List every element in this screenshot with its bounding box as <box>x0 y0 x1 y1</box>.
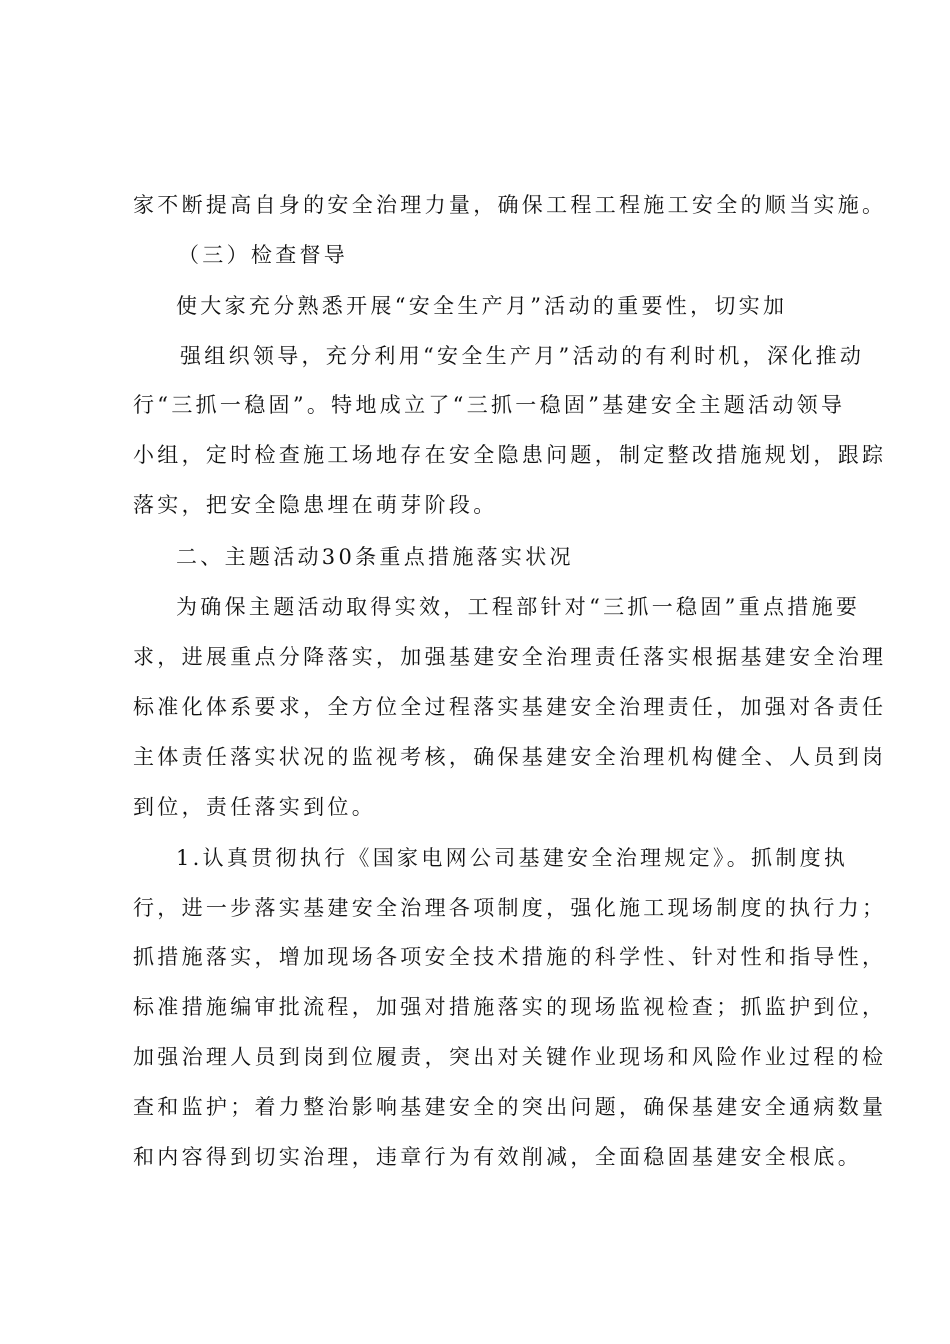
paragraph-line: 加强治理人员到岗到位履责，突出对关键作业现场和风险作业过程的检 <box>133 1045 887 1069</box>
paragraph-line: 标准化体系要求，全方位全过程落实基建安全治理责任，加强对各责任 <box>133 695 887 719</box>
paragraph-line: 到位，责任落实到位。 <box>133 795 376 819</box>
section-heading-measures: 二、主题活动30条重点措施落实状况 <box>176 545 574 569</box>
paragraph-line: 落实，把安全隐患埋在萌芽阶段。 <box>133 493 498 517</box>
paragraph-line: 和内容得到切实治理，违章行为有效削减，全面稳固基建安全根底。 <box>133 1145 862 1169</box>
section-heading-inspection: （三）检查督导 <box>178 243 349 267</box>
paragraph-line: 为确保主题活动取得实效，工程部针对“三抓一稳固”重点措施要 <box>176 595 861 619</box>
paragraph-line: 主体责任落实状况的监视考核，确保基建安全治理机构健全、人员到岗 <box>133 745 887 769</box>
paragraph-line: 小组，定时检查施工场地存在安全隐患问题，制定整改措施规划，跟踪 <box>133 443 887 467</box>
paragraph-line: 行，进一步落实基建安全治理各项制度，强化施工现场制度的执行力； <box>133 896 887 920</box>
paragraph-line: 强组织领导，充分利用“安全生产月”活动的有利时机，深化推动 <box>180 344 865 368</box>
paragraph-line: 求，进展重点分降落实，加强基建安全治理责任落实根据基建安全治理 <box>133 645 887 669</box>
paragraph-line: 家不断提高自身的安全治理力量，确保工程工程施工安全的顺当实施。 <box>133 193 887 217</box>
paragraph-line: 行“三抓一稳固”。特地成立了“三抓一稳固”基建安全主题活动领导 <box>133 393 846 417</box>
paragraph-line: 查和监护；着力整治影响基建安全的突出问题，确保基建安全通病数量 <box>133 1095 887 1119</box>
paragraph-line: 使大家充分熟悉开展“安全生产月”活动的重要性，切实加 <box>176 294 788 318</box>
numbered-item-line: 1.认真贯彻执行《国家电网公司基建安全治理规定》。抓制度执 <box>176 846 849 870</box>
paragraph-line: 标准措施编审批流程，加强对措施落实的现场监视检查；抓监护到位， <box>133 995 887 1019</box>
paragraph-line: 抓措施落实，增加现场各项安全技术措施的科学性、针对性和指导性， <box>133 945 887 969</box>
